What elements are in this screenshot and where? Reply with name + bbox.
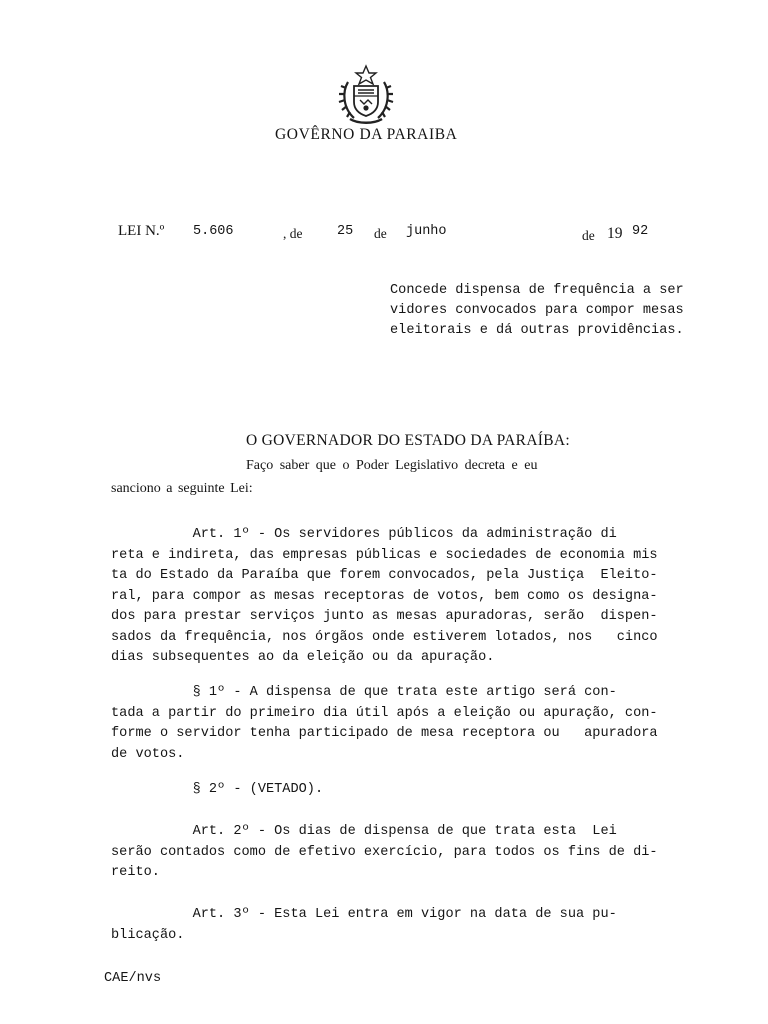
article-line: sados da frequência, nos órgãos onde estiverem lotados, nos cinco <box>111 629 658 645</box>
state-coat-of-arms-icon <box>338 64 394 126</box>
law-month: junho <box>406 224 447 239</box>
law-number: 5.606 <box>193 224 234 239</box>
article-line: serão contados como de efetivo exercício, para todos os fins de di- <box>111 844 658 860</box>
preamble-heading: O GOVERNADOR DO ESTADO DA PARAÍBA: <box>246 432 571 449</box>
law-day: 25 <box>337 224 354 239</box>
law-label: LEI N.º <box>118 223 165 239</box>
paragraph-line: forme o servidor tenha participado de mesa receptora ou apuradora <box>111 726 658 741</box>
article-1 <box>111 525 711 669</box>
government-title: GOVÊRNO DA PARAIBA <box>275 126 458 143</box>
law-year-suffix: 92 <box>632 224 649 239</box>
law-year-prefix: 19 <box>607 225 623 242</box>
preamble-line: Faço saber que o Poder Legislativo decreta e eu <box>246 458 538 473</box>
article-line: reito. <box>111 865 160 880</box>
summary-line: eleitorais e dá outras providências. <box>390 323 684 338</box>
law-date-connector-2: de <box>374 226 387 241</box>
article-line: dos para prestar serviços junto as mesas apuradoras, serão dispen- <box>111 609 658 624</box>
law-summary <box>390 281 710 341</box>
law-date-connector: , de <box>283 226 303 241</box>
paragraph-line: § 2º - (VETADO). <box>111 782 324 797</box>
article-line: Art. 3º - Esta Lei entra em vigor na data de sua pu- <box>111 907 617 922</box>
article-2 <box>111 822 711 884</box>
article-line: blicação. <box>111 927 185 943</box>
paragraph-line: § 1º - A dispensa de que trata este artigo será con- <box>111 685 617 700</box>
preamble-line: sanciono a seguinte Lei: <box>111 481 253 496</box>
article-line: reta e indireta, das empresas públicas e sociedades de economia mis <box>111 547 658 563</box>
article-line: ral, para compor as mesas receptoras de votos, bem como os designa- <box>111 588 658 604</box>
summary-line: Concede dispensa de frequência a ser <box>390 283 684 298</box>
paragraph-line: tada a partir do primeiro dia útil após a eleição ou apuração, con- <box>111 705 658 721</box>
law-year-connector: de <box>582 228 595 243</box>
paragraph-1 <box>111 683 711 765</box>
paragraph-line: de votos. <box>111 746 185 762</box>
article-line: ta do Estado da Paraíba que forem convocados, pela Justiça Eleito- <box>111 568 658 583</box>
article-3 <box>111 905 711 946</box>
paragraph-2 <box>111 780 711 801</box>
article-line: Art. 2º - Os dias de dispensa de que trata esta Lei <box>111 824 617 839</box>
summary-line: vidores convocados para compor mesas <box>390 303 684 318</box>
typist-initials: CAE/nvs <box>104 971 162 986</box>
article-line: Art. 1º - Os servidores públicos da administração di <box>111 527 617 542</box>
article-line: dias subsequentes ao da eleição ou da apuração. <box>111 650 495 665</box>
